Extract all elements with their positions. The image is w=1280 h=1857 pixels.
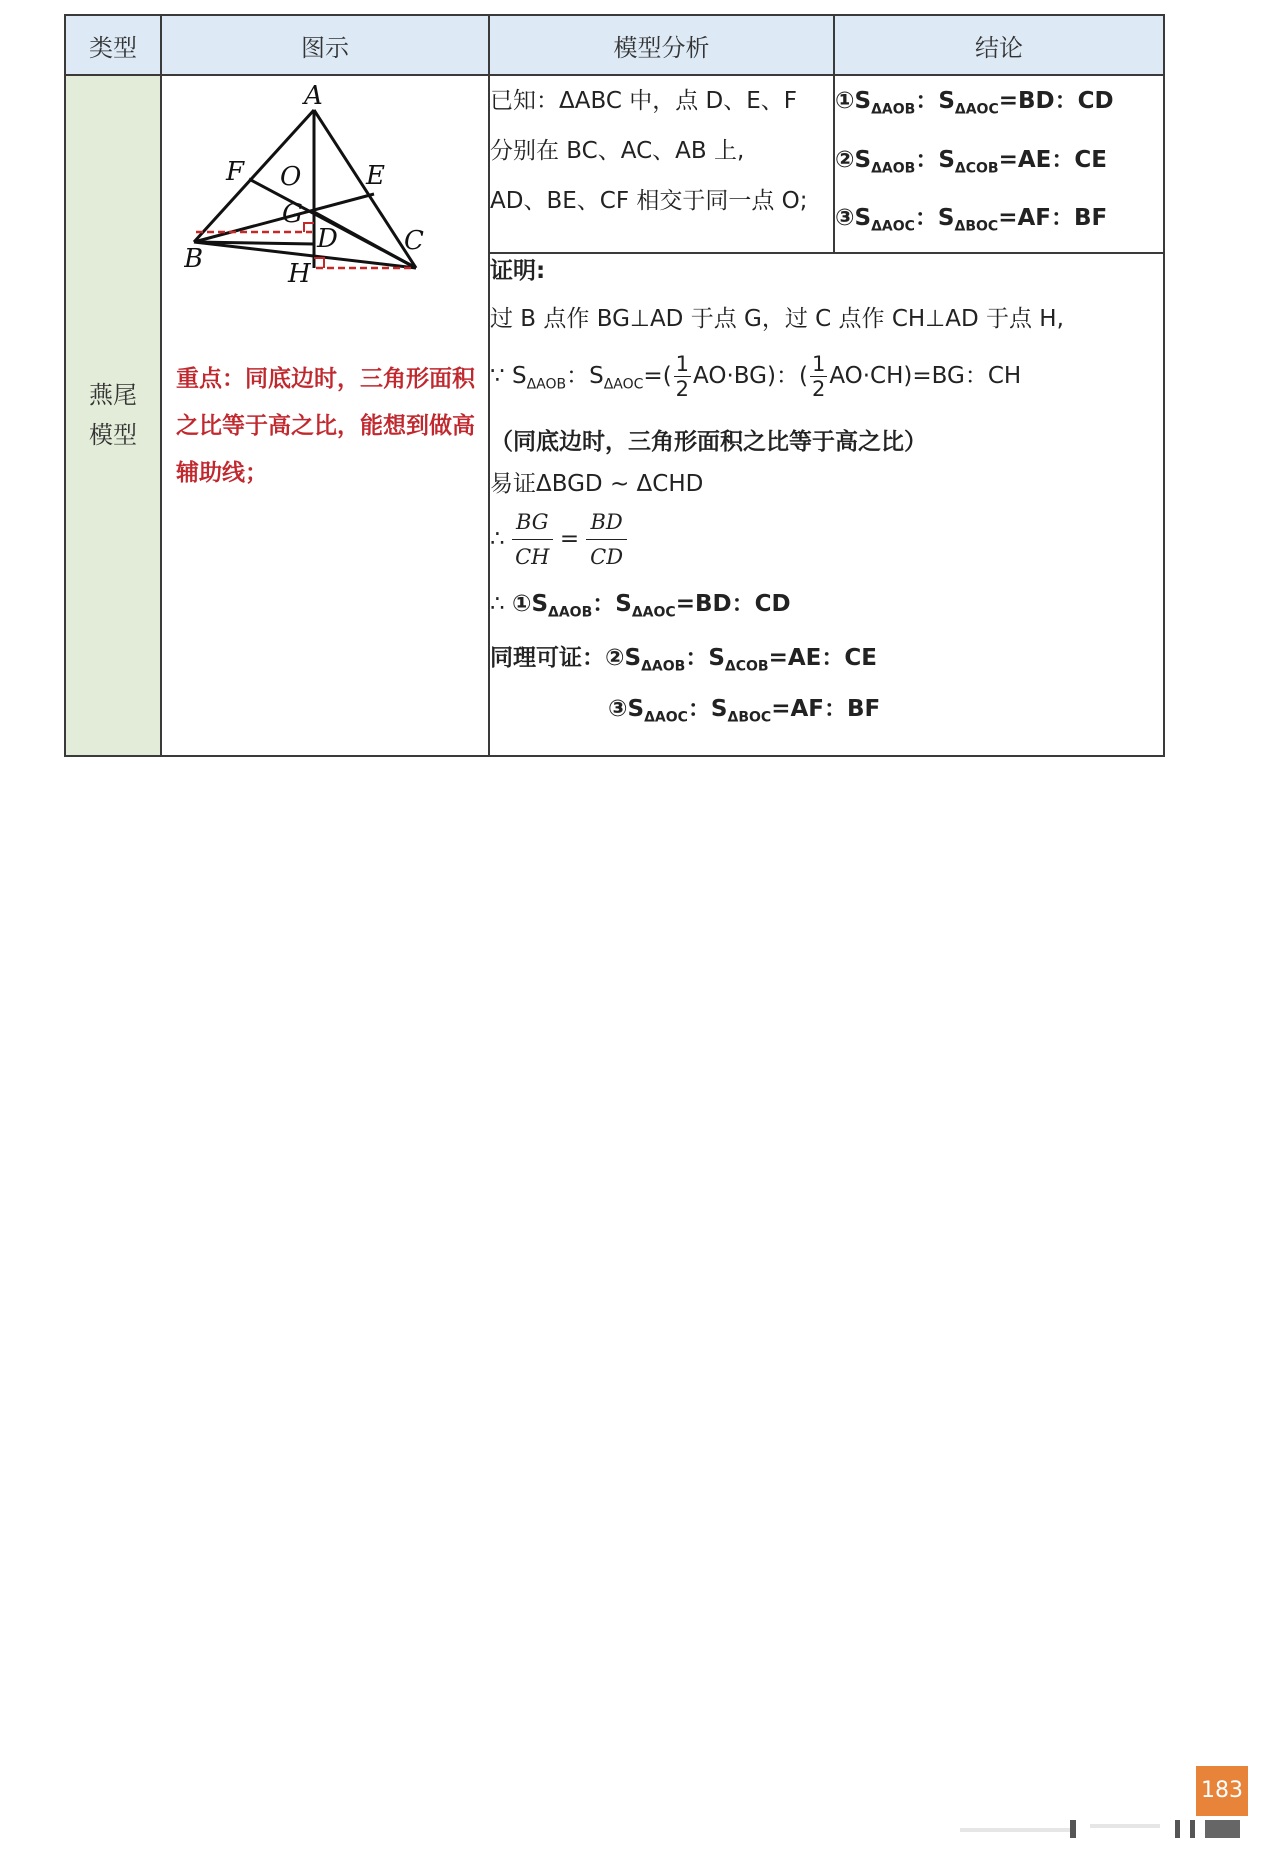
header-type: 类型 <box>65 15 161 75</box>
fraction-half-1: $\frac{1}{2}$ <box>675 351 690 401</box>
label-c: C <box>404 226 424 256</box>
conclusion-cell <box>834 75 1164 253</box>
header-conclusion: 结论 <box>834 15 1164 75</box>
swallowtail-diagram <box>184 82 464 312</box>
proof-title: 证明: <box>490 257 546 284</box>
label-g: G <box>282 199 303 229</box>
label-f: F <box>226 157 245 187</box>
diagram-cell <box>161 75 489 756</box>
model-table <box>64 14 1165 757</box>
type-cell <box>65 75 161 756</box>
analysis-line1: 已知：ΔABC 中，点 D、E、F <box>490 88 797 114</box>
proof-area-ratio: ∵ $S_{\Delta AOB}$：$S_{\Delta AOC}=$( $\frac{1}{2}$ AO·BG)：( $\frac{1}{2}$ AO·CH)=BG：CH <box>490 351 1022 401</box>
label-o: O <box>280 162 302 192</box>
page-number: 183 <box>1196 1766 1248 1816</box>
proof-note: （同底边时，三角形面积之比等于高之比） <box>490 429 927 456</box>
proof-result-2: 同理可证：$②S_{\Delta AOB}$：$S_{\Delta COB}=AE$：CE <box>490 644 877 675</box>
header-diagram: 图示 <box>161 15 489 75</box>
label-a: A <box>304 82 323 111</box>
label-d: D <box>317 224 338 254</box>
proof-line1: 过 B 点作 BG⊥AD 于点 G，过 C 点作 CH⊥AD 于点 H, <box>490 305 1064 332</box>
proof-result-3: $③S_{\Delta AOC}$：$S_{\Delta BOC}=AF$：BF <box>608 695 881 726</box>
proof-cell <box>489 253 1164 756</box>
label-b: B <box>184 244 204 274</box>
conclusion-2: $②S_{\Delta AOB}$：$S_{\Delta COB}=AE$：CE <box>835 146 1107 177</box>
conclusion-1: $①S_{\Delta AOB}$：$S_{\Delta AOC}=BD$：CD <box>835 88 1114 118</box>
proof-ratio-equation: ∴ $\frac{BG}{CH}$ = $\frac{BD}{CD}$ <box>490 504 1163 574</box>
label-h: H <box>288 259 311 289</box>
header-analysis: 模型分析 <box>489 15 834 75</box>
analysis-line2: 分别在 BC、AC、AB 上, <box>490 138 745 164</box>
label-e: E <box>366 161 385 191</box>
proof-similar: 易证ΔBGD ~ ΔCHD <box>490 471 704 498</box>
proof-result-1: ∴ $①S_{\Delta AOB}$：$S_{\Delta AOC}=BD$：CD <box>490 591 791 621</box>
analysis-cell <box>489 75 834 253</box>
key-point-note: 重点：同底边时，三角形面积之比等于高之比，能想到做高辅助线； <box>176 366 475 486</box>
footer-decoration <box>960 1818 1260 1840</box>
analysis-line3: AD、BE、CF 相交于同一点 O; <box>490 188 808 214</box>
conclusion-3: $③S_{\Delta AOC}$：$S_{\Delta BOC}=AF$：BF <box>835 205 1108 235</box>
type-label-line2: 模型 <box>89 421 137 450</box>
type-label-line1: 燕尾 <box>89 381 137 410</box>
fraction-half-2: $\frac{1}{2}$ <box>811 351 826 401</box>
